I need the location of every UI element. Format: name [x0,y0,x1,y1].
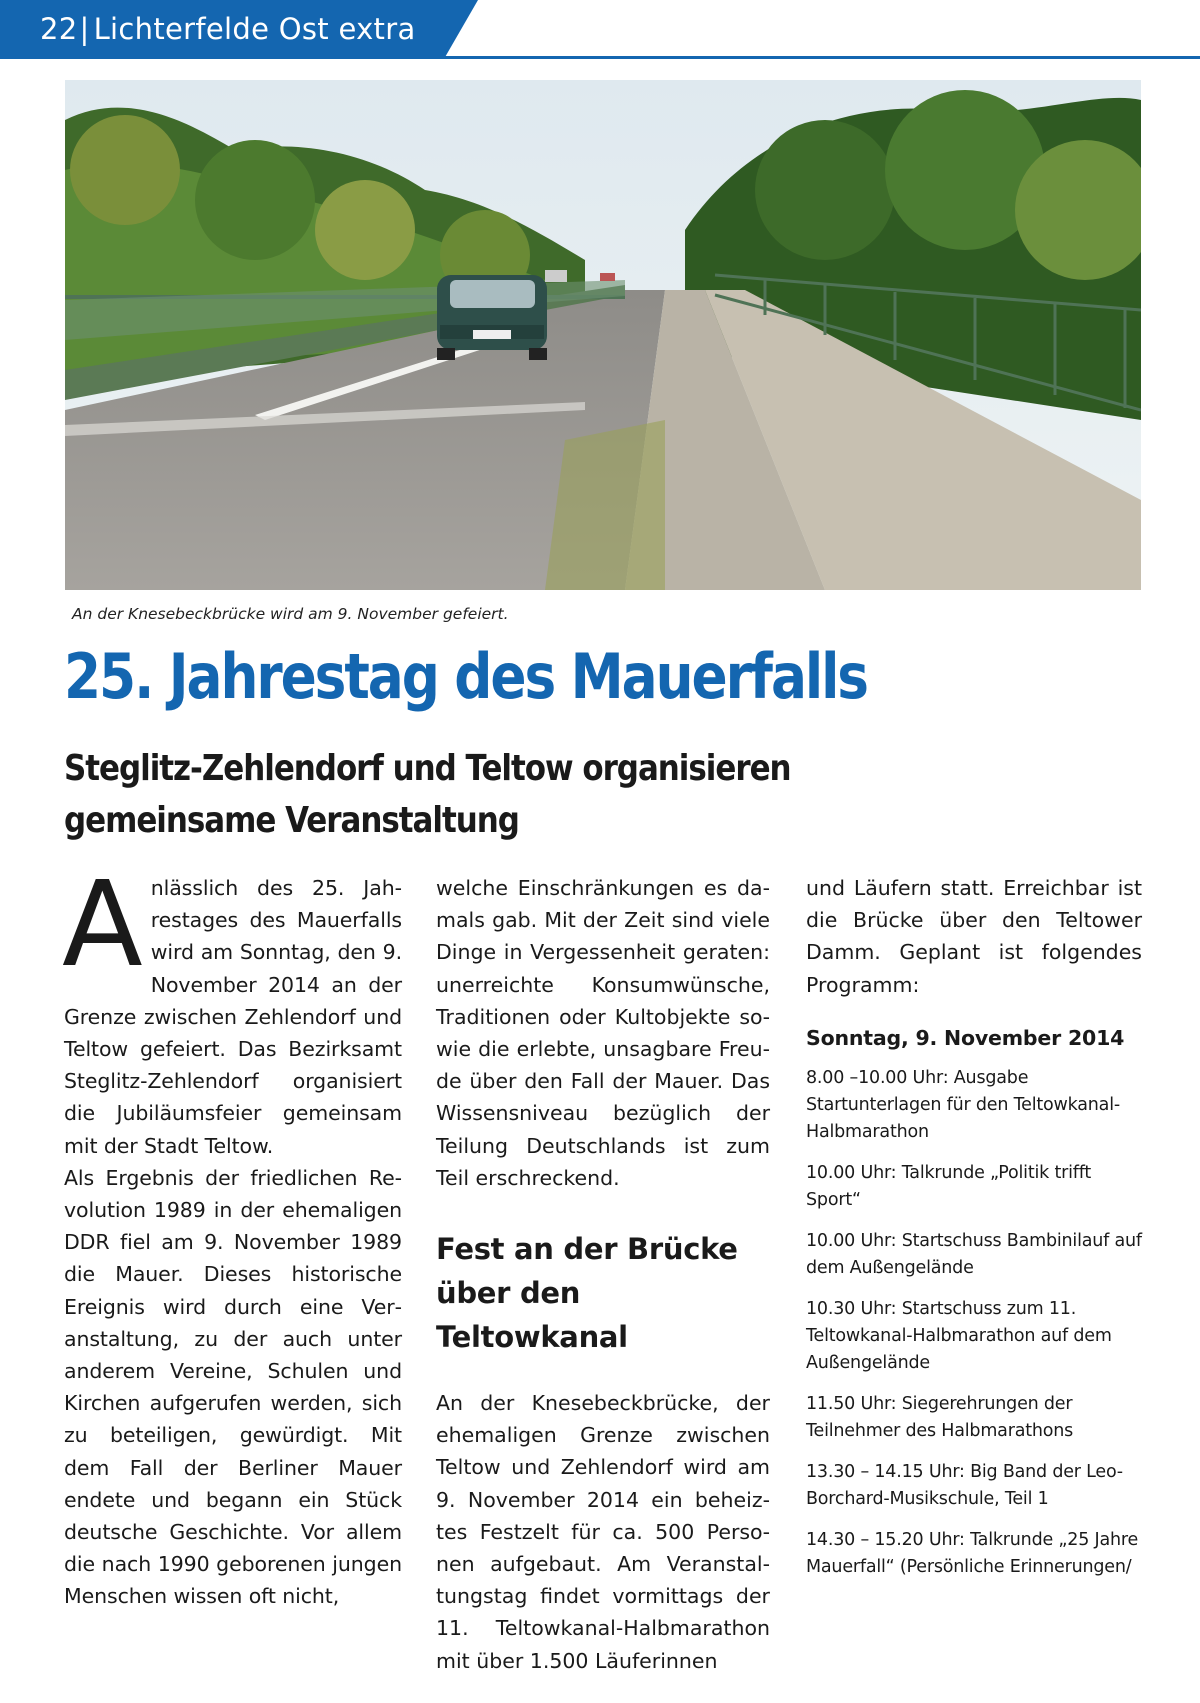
body-paragraph: Als Ergebnis der friedlichen Revolution 1989 in der ehemaligen DDR fiel am 9. November 1989 die Mauer. Dieses historische Ereignis wird durch eine Veranstaltung, zu der auch unter anderem Vereine, Schulen und Kirchen aufgerufen werden, sich zu beteiligen, gewürdigt. Mit dem Fall der Berliner Mauer endete und begann ein Stück deutsche Geschichte. Vor allem die nach 1990 geborenen jungen Menschen wissen oft nicht, [64,1165,402,1609]
program-list [806,1065,1142,1581]
page-number: 22 [40,12,78,46]
bridge-photo-illustration [65,80,1141,590]
program-item: 10.30 Uhr: Startschuss zum 11. Teltowkanal-Halbmarathon auf dem Außengelände [806,1298,1112,1373]
subheadline: Steglitz-Zehlendorf und Teltow organisieren gemeinsame Veranstaltung [64,748,791,841]
article-column-1 [62,855,402,1613]
program-item: 8.00 –10.00 Uhr: Ausgabe Startunterlagen für den Teltowkanal-Halbmarathon [806,1067,1120,1142]
section-name: Lichterfelde Ost extra [93,12,416,46]
festival-paragraph-continued: und Läufern statt. Erreichbar ist die Brücke über den Teltower Damm. Geplant ist folgendes Programm: [806,876,1142,997]
article-column-3 [806,872,1142,1595]
program-item: 10.00 Uhr: Startschuss Bambinilauf auf dem Außengelände [806,1230,1142,1278]
car-shape [437,275,547,360]
header-rule [0,56,1200,59]
header-separator: | [79,12,90,46]
headline: 25. Jahrestag des Mauerfalls [64,640,867,713]
program-item: 10.00 Uhr: Talkrunde „Politik trifft Sport“ [806,1162,1092,1210]
page-header [0,0,1200,58]
festival-paragraph: An der Knesebeckbrücke, der ehemaligen Grenze zwischen Teltow und Zehlendorf wird am 9. November 2014 ein beheiztes Festzelt für ca. 500 Personen aufgebaut. Am Veranstaltungstag findet vormittags der 11. Teltowkanal-Halbmarathon mit über 1.500 Läuferinnen [436,1391,770,1673]
dropcap: A [62,855,143,993]
program-item: 11.50 Uhr: Siegerehrungen der Teilnehmer des Halbmarathons [806,1393,1074,1441]
bridge-photo [65,80,1141,590]
program-item: 13.30 – 14.15 Uhr: Big Band der Leo-Borchard-Musikschule, Teil 1 [806,1461,1123,1509]
section-heading: Fest an der Brücke über den Teltowkanal [436,1232,738,1355]
photo-caption: An der Knesebeckbrücke wird am 9. November gefeiert. [72,605,509,623]
header-label [40,12,416,46]
intro-paragraph: nlässlich des 25. Jahrestages des Mauerfalls wird am Sonntag, den 9. November 2014 an der Grenze zwischen Zehlendorf und Teltow gefeiert. Das Bezirksamt Steglitz-Zehlendorf organisiert die Jubiläumsfeier gemeinsam mit der Stadt Teltow. [64,876,402,1158]
body-paragraph-continued: welche Einschränkungen es damals gab. Mit der Zeit sind viele Dinge in Vergessenheit geraten: unerreichte Konsumwünsche, Traditionen oder Kultobjekte sowie die erlebte, unsagbare Freude über den Fall der Mauer. Das Wissensniveau bezüglich der Teilung Deutschlands ist zum Teil erschreckend. [436,876,770,1190]
article-column-2 [436,872,770,1677]
program-item: 14.30 – 15.20 Uhr: Talkrunde „25 Jahre Mauerfall“ (Persönliche Erinnerungen/ [806,1529,1139,1577]
program-date: Sonntag, 9. November 2014 [806,1025,1125,1050]
